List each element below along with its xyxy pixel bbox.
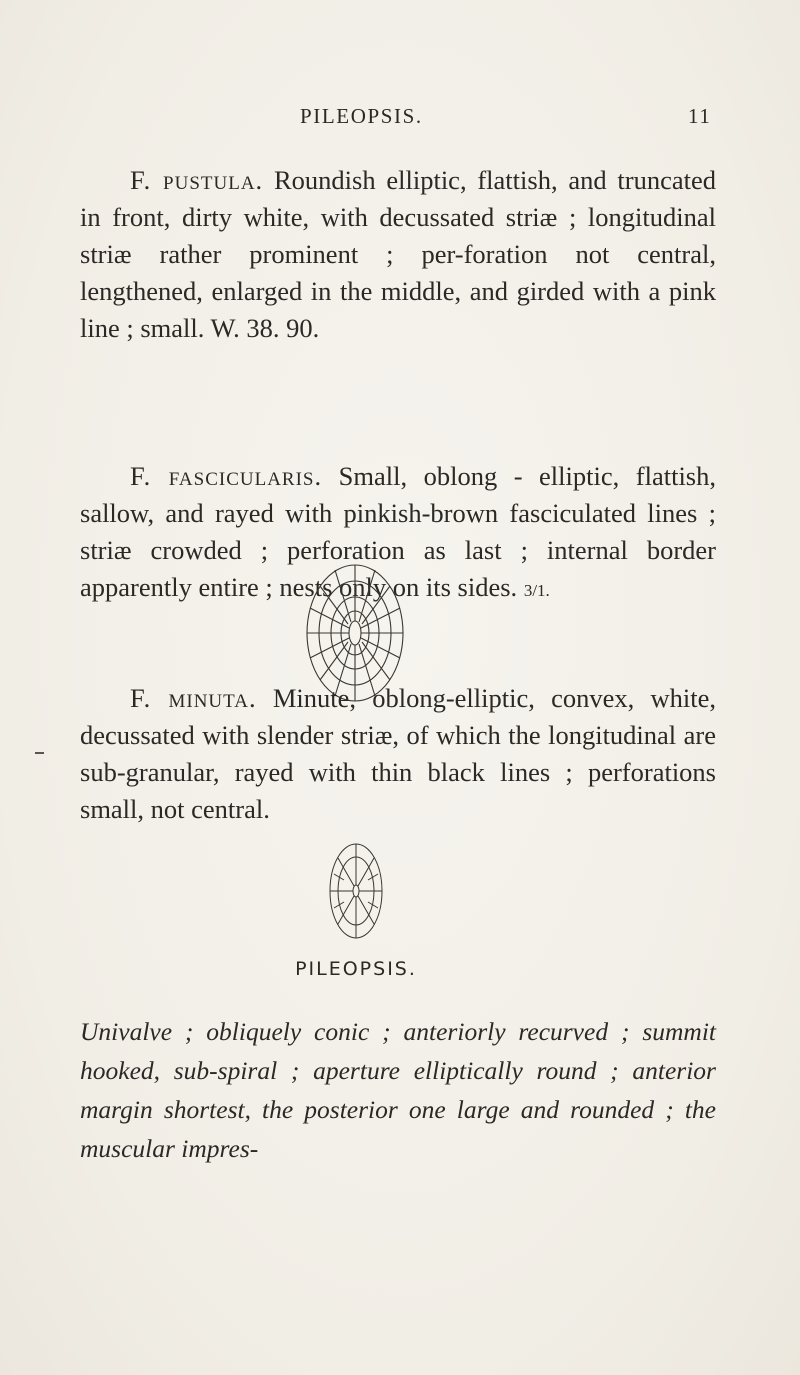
entry-minuta bbox=[80, 680, 716, 828]
species-name: F. pustula. bbox=[130, 165, 264, 195]
scale-note: 3/1. bbox=[523, 581, 550, 600]
species-description: Roundish elliptic, flattish, and truncated in front, dirty white, with decussated striæ ; longitudinal striæ rather prominent ; per-foration not central, lengthened, enlarged in the middle, and girded with a pink line ; small. W. 38. 90. bbox=[80, 165, 716, 343]
running-head-title: PILEOPSIS. bbox=[300, 104, 423, 128]
species-description: Minute, oblong-elliptic, convex, white, decussated with slender striæ, of which the longitudinal are sub-granular, rayed with thin black lines ; perforations small, not central. bbox=[80, 683, 716, 824]
species-name: F. minuta. bbox=[130, 683, 257, 713]
genus-diagnosis: Univalve ; obliquely conic ; anteriorly recurved ; summit hooked, sub-spiral ; aperture elliptically round ; anterior margin shortest, the posterior one large and rounded ; the muscular impres- bbox=[80, 1017, 716, 1163]
species-description: Small, oblong - elliptic, flattish, sallow, and rayed with pinkish-brown fasciculated lines ; striæ crowded ; perforation as last ; internal border apparently entire ; nests only on its sides. bbox=[80, 461, 716, 602]
page-number: 11 bbox=[688, 104, 712, 128]
section-heading: PILEOPSIS. bbox=[295, 958, 417, 980]
species-name: F. fascicularis. bbox=[130, 461, 323, 491]
shell-illustration-minuta bbox=[326, 840, 386, 942]
entry-pustula bbox=[80, 162, 716, 347]
margin-mark bbox=[35, 752, 44, 754]
